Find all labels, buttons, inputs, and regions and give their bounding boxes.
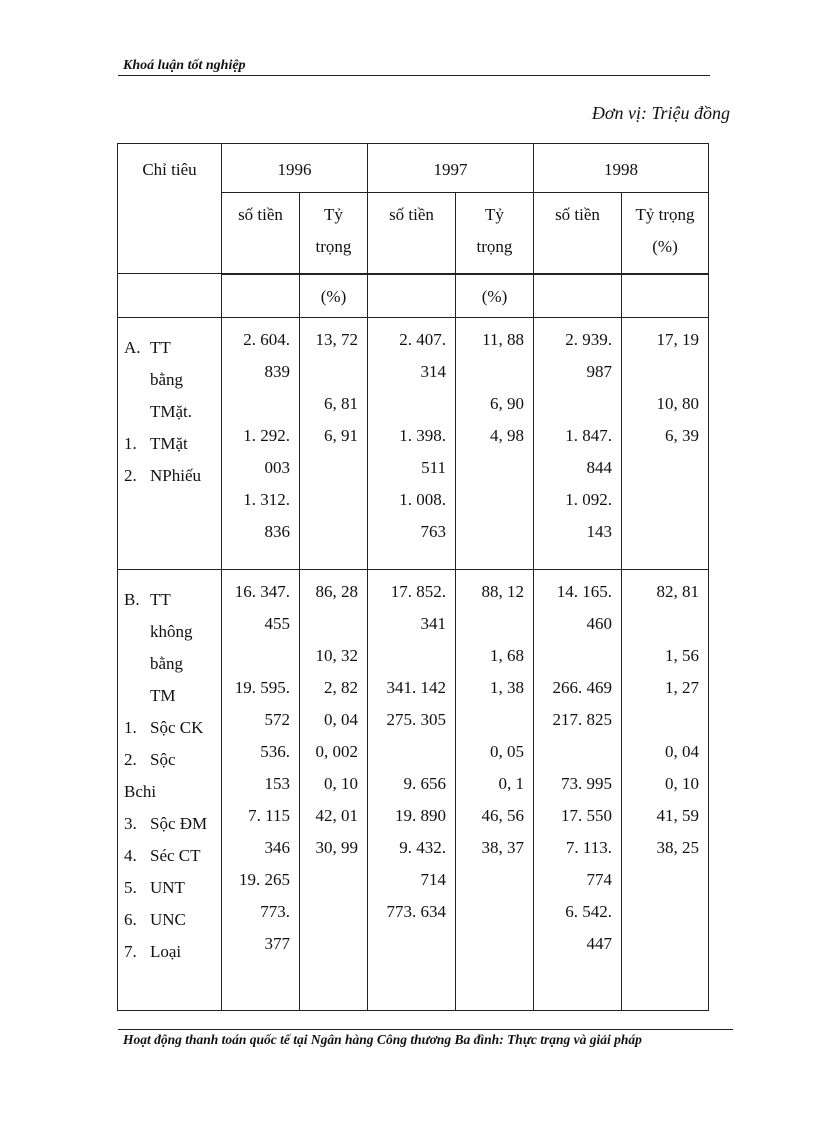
b-1996-amount (222, 570, 300, 1011)
cell-value: 2. 604. (243, 330, 290, 349)
cell-value: 38, 37 (481, 838, 524, 857)
cell-value: 0, 05 (490, 742, 524, 761)
cell-value: 0, 1 (498, 774, 524, 793)
cell-value: 1. 292. (243, 426, 290, 445)
cell-value: 266. 469 (552, 678, 612, 697)
year-1996: 1996 (222, 144, 368, 193)
payment-table (117, 143, 709, 1011)
pct-unit-1996: (%) (300, 274, 368, 318)
group-a-row (118, 318, 709, 570)
cell-value: 6, 90 (490, 394, 524, 413)
cell-value: 46, 56 (481, 806, 524, 825)
col-label-cell (118, 144, 222, 274)
cell-value: 73. 995 (561, 774, 612, 793)
cell-value: 19. 890 (395, 806, 446, 825)
unit-label: Đơn vị: Triệu đồng (591, 103, 730, 123)
cell-value: 987 (586, 362, 612, 381)
cell-value: 19. 595. (234, 678, 290, 697)
cell-value: 38, 25 (656, 838, 699, 857)
b-1998-amount (534, 570, 622, 1011)
group-a-item: 1. TMặt (124, 434, 188, 453)
cell-value: 844 (586, 458, 612, 477)
cell-value: 1, 56 (665, 646, 699, 665)
cell-value: 17, 19 (656, 330, 699, 349)
cell-value: 341 (420, 614, 446, 633)
cell-value: 82, 81 (656, 582, 699, 601)
group-b-item: 3. Sộc ĐM (124, 814, 208, 833)
cell-value (456, 704, 524, 736)
cell-value: 836 (264, 522, 290, 541)
b-1996-share (300, 570, 368, 1011)
footer-title: Hoạt động thanh toán quốc tế tại Ngân hàng Công thương Ba đình: Thực trạng và giải pháp (123, 1032, 642, 1047)
cell-value: 2, 82 (324, 678, 358, 697)
b-1998-share (622, 570, 709, 1011)
cell-value: 6. 542. (565, 902, 612, 921)
amount-header-1996: số tiền (222, 193, 300, 274)
cell-value: 773. 634 (386, 902, 446, 921)
col-label: Chỉ tiêu (142, 160, 197, 179)
pct-unit-1997: (%) (456, 274, 534, 318)
group-a-labels: A. TT bằng TMặt. 1. TMặt 2. NPhiếu (118, 318, 222, 570)
header-row-percent (118, 274, 709, 318)
cell-value: 0, 002 (315, 742, 358, 761)
cell-value: 773. (260, 902, 290, 921)
cell-value (368, 640, 446, 672)
cell-value: 275. 305 (386, 710, 446, 729)
cell-value (456, 608, 524, 640)
share-header-1998: Tỷ trọng (%) (622, 193, 709, 274)
footer-rule (118, 1029, 733, 1030)
group-b-item: 1. Sộc CK (124, 718, 204, 737)
cell-value: 13, 72 (315, 330, 358, 349)
cell-value: 10, 32 (315, 646, 358, 665)
cell-value: 714 (420, 870, 446, 889)
cell-value: 4, 98 (490, 426, 524, 445)
group-b-letter: B. (124, 590, 140, 609)
cell-value: 11, 88 (482, 330, 524, 349)
b-1997-amount (368, 570, 456, 1011)
group-b-item: 2. Sộc (124, 750, 176, 769)
group-b-labels: B. TT không bằng TM 1. Sộc CK 2. Sộc Bchi 3. Sộc ĐM 4. Séc CT 5. UNT 6. UNC 7. Loại (118, 570, 222, 1011)
group-a-letter: A. (124, 338, 141, 357)
cell-value: 511 (421, 458, 446, 477)
cell-value: 341. 142 (386, 678, 446, 697)
cell-value: 6, 39 (665, 426, 699, 445)
cell-value (222, 640, 290, 672)
group-b-bchi: Bchi (124, 782, 157, 801)
cell-value: 1. 008. (399, 490, 446, 509)
a-1997-amount (368, 318, 456, 570)
cell-value: 88, 12 (481, 582, 524, 601)
cell-value: 30, 99 (315, 838, 358, 857)
cell-value: 6, 91 (324, 426, 358, 445)
cell-value (534, 736, 612, 768)
cell-value: 763 (420, 522, 446, 541)
cell-value: 6, 81 (324, 394, 358, 413)
cell-value (534, 388, 612, 420)
cell-value: 7. 113. (565, 838, 612, 857)
cell-value: 1. 312. (243, 490, 290, 509)
cell-value: 377 (264, 934, 290, 953)
cell-value: 41, 59 (656, 806, 699, 825)
cell-value (300, 356, 358, 388)
cell-value: 0, 10 (324, 774, 358, 793)
cell-value: 003 (264, 458, 290, 477)
a-1997-share (456, 318, 534, 570)
cell-value: 774 (586, 870, 612, 889)
cell-value: 572 (264, 710, 290, 729)
cell-value: 460 (586, 614, 612, 633)
group-b-row (118, 570, 709, 1011)
cell-value: 19. 265 (239, 870, 290, 889)
cell-value (534, 640, 612, 672)
cell-value (622, 704, 699, 736)
cell-value: 14. 165. (556, 582, 612, 601)
cell-value: 7. 115 (248, 806, 290, 825)
cell-value: 536. (260, 742, 290, 761)
cell-value: 1. 398. (399, 426, 446, 445)
year-1997: 1997 (368, 144, 534, 193)
cell-value: 10, 80 (656, 394, 699, 413)
cell-value: 1. 847. (565, 426, 612, 445)
a-1996-share (300, 318, 368, 570)
year-1998: 1998 (534, 144, 709, 193)
a-1996-amount (222, 318, 300, 570)
cell-value: 346 (264, 838, 290, 857)
cell-value: 0, 04 (665, 742, 699, 761)
cell-value (300, 608, 358, 640)
header-title: Khoá luận tốt nghiệp (123, 58, 246, 73)
group-b-item: 6. UNC (124, 910, 186, 929)
group-b-item: 7. Loại (124, 942, 182, 961)
a-1998-share (622, 318, 709, 570)
cell-value: 17. 852. (390, 582, 446, 601)
b-1997-share (456, 570, 534, 1011)
cell-value: 153 (264, 774, 290, 793)
cell-value (222, 388, 290, 420)
cell-value: 0, 10 (665, 774, 699, 793)
amount-header-1998: số tiền (534, 193, 622, 274)
cell-value: 1, 38 (490, 678, 524, 697)
cell-value (622, 356, 699, 388)
group-a-item: 2. NPhiếu (124, 466, 201, 485)
cell-value: 2. 939. (565, 330, 612, 349)
cell-value: 455 (264, 614, 290, 633)
header-rule (118, 75, 710, 76)
cell-value: 839 (264, 362, 290, 381)
group-b-item: 5. UNT (124, 878, 185, 897)
cell-value: 0, 04 (324, 710, 358, 729)
group-b-item: 4. Séc CT (124, 846, 201, 865)
cell-value: 9. 656 (403, 774, 446, 793)
cell-value: 217. 825 (552, 710, 612, 729)
cell-value: 17. 550 (561, 806, 612, 825)
amount-header-1997: số tiền (368, 193, 456, 274)
cell-value: 9. 432. (399, 838, 446, 857)
cell-value: 314 (420, 362, 446, 381)
share-header-1996: Tỷ trọng (300, 193, 368, 274)
cell-value: 16. 347. (234, 582, 290, 601)
cell-value: 2. 407. (399, 330, 446, 349)
cell-value: 447 (586, 934, 612, 953)
cell-value (368, 388, 446, 420)
share-header-1997: Tỷ trọng (456, 193, 534, 274)
cell-value (622, 608, 699, 640)
a-1998-amount (534, 318, 622, 570)
cell-value (456, 356, 524, 388)
cell-value: 86, 28 (315, 582, 358, 601)
header-row-years (118, 144, 709, 193)
cell-value: 1, 68 (490, 646, 524, 665)
cell-value: 42, 01 (315, 806, 358, 825)
cell-value: 143 (586, 522, 612, 541)
cell-value: 1, 27 (665, 678, 699, 697)
cell-value: 1. 092. (565, 490, 612, 509)
cell-value (368, 736, 446, 768)
